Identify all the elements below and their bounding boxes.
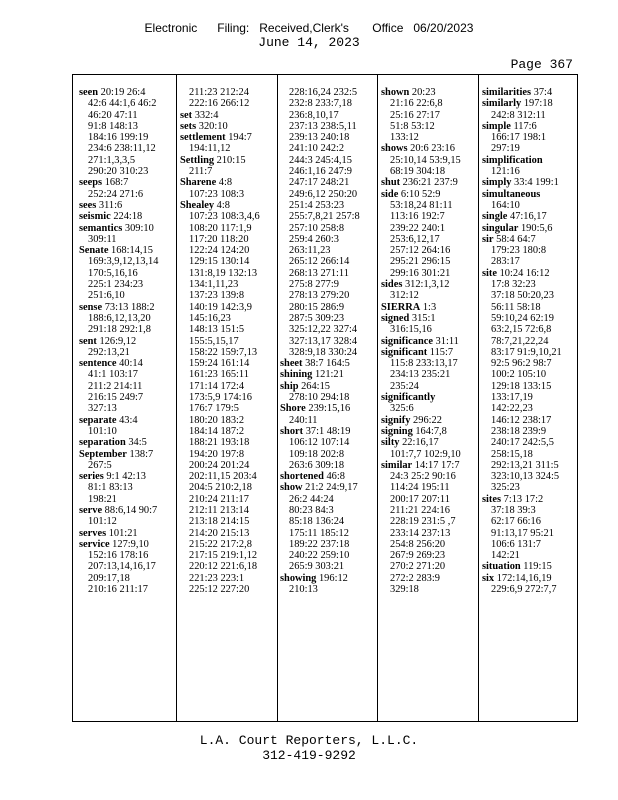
index-page-refs: 210:16 211:17 (88, 584, 148, 596)
index-page-refs: 244:3 245:4,15 (289, 154, 352, 166)
index-page-refs: 252:24 271:6 (88, 188, 144, 200)
index-entry: showing 196:12 (280, 572, 348, 584)
index-entry: sets 320:10 (180, 120, 228, 132)
index-page-refs: 212:11 213:14 (189, 504, 249, 516)
index-page-refs: 91:13,17 95:21 (491, 527, 554, 539)
index-page-refs: 198:21 (88, 493, 117, 505)
index-page-refs: 213:18 214:15 (189, 516, 250, 528)
page-number: Page 367 (510, 57, 573, 72)
index-page-refs: 278:13 279:20 (289, 290, 350, 302)
index-page-refs: 155:5,15,17 (189, 335, 239, 347)
index-entry: shortened 46:8 (280, 471, 345, 483)
index-page-refs: 211:23 212:24 (189, 87, 249, 98)
index-page-refs: 275:8 277:9 (289, 279, 339, 291)
column-divider (478, 75, 479, 721)
index-page-refs: 215:22 217:2,8 (189, 538, 252, 550)
index-page-refs: 238:18 239:9 (491, 425, 547, 437)
index-page-refs: 253:6,12,17 (390, 233, 440, 245)
index-page-refs: 108:20 117:1,9 (189, 222, 252, 234)
index-entry: seeps 168:7 (79, 177, 129, 189)
index-column-4 (381, 87, 475, 707)
index-page-refs: 184:16 199:19 (88, 132, 149, 144)
column-divider (377, 75, 378, 721)
index-page-refs: 204:5 210:2,18 (189, 482, 252, 494)
index-page-refs: 121:16 (491, 166, 520, 178)
index-page-refs: 176:7 179:5 (189, 403, 239, 415)
index-page-refs: 287:5 309:23 (289, 312, 345, 324)
index-page-refs: 53:18,24 81:11 (390, 199, 453, 211)
index-page-refs: 137:23 139:8 (189, 290, 245, 302)
index-page-refs: 280:15 286:9 (289, 301, 345, 313)
index-entry: sentence 40:14 (79, 358, 143, 370)
index-entry: signify 296:22 (381, 414, 442, 426)
index-page-refs: 92:5 96:2 98:7 (491, 358, 552, 370)
index-page-refs: 188:6,12,13,20 (88, 312, 151, 324)
index-entry: short 37:1 48:19 (280, 425, 351, 437)
index-entry: seismic 224:18 (79, 211, 143, 223)
index-page-refs: 211:21 224:16 (390, 504, 450, 516)
index-page-refs: 101:10 (88, 425, 117, 437)
index-page-refs: 142:21 (491, 550, 520, 562)
index-page-refs: 78:7,21,22,24 (491, 335, 549, 347)
index-page-refs: 240:17 242:5,5 (491, 437, 554, 449)
index-page-refs: 272:2 283:9 (390, 572, 440, 584)
filing-stamp: Electronic Filing: Received,Clerk's Office 06/20/2023 (144, 21, 474, 35)
index-page-refs: 131:8,19 132:13 (189, 267, 258, 279)
index-page-refs: 24:3 25:2 90:16 (390, 471, 456, 483)
index-page-refs: 291:18 292:1,8 (88, 324, 151, 336)
index-entry: Shore 239:15,16 (280, 403, 351, 415)
index-entry: set 332:4 (180, 109, 219, 121)
index-page-refs: 299:16 301:21 (390, 267, 451, 279)
index-page-refs: 267:5 (88, 459, 112, 471)
index-page-refs: 257:10 258:8 (289, 222, 345, 234)
index-page-refs: 101:7,7 102:9,10 (390, 448, 461, 460)
index-entry: side 6:10 52:9 (381, 188, 441, 200)
index-page-refs: 209:17,18 (88, 572, 130, 584)
index-page-refs: 17:8 32:23 (491, 279, 536, 291)
index-entry: Settling 210:15 (180, 154, 246, 166)
index-page-refs: 295:21 296:15 (390, 256, 451, 268)
index-entry: semantics 309:10 (79, 222, 154, 234)
index-page-refs: 194:11,12 (189, 143, 231, 155)
index-entry: singular 190:5,6 (482, 222, 553, 234)
index-page-refs: 290:20 310:23 (88, 166, 149, 178)
column-divider (277, 75, 278, 721)
index-page-refs: 115:8 233:13,17 (390, 358, 458, 370)
index-page-refs: 236:8,10,17 (289, 109, 339, 121)
index-page-refs: 233:14 237:13 (390, 527, 451, 539)
index-page-refs: 239:13 240:18 (289, 132, 350, 144)
index-box (72, 74, 578, 722)
index-column-5 (482, 87, 576, 707)
index-page-refs: 107:23 108:3 (189, 188, 245, 200)
index-entry: silty 22:16,17 (381, 437, 439, 449)
index-page-refs: 323:10,13 324:5 (491, 471, 560, 483)
index-page-refs: 117:20 118:20 (189, 233, 249, 245)
index-page-refs: 166:17 198:1 (491, 132, 547, 144)
index-page-refs: 152:16 178:16 (88, 550, 149, 562)
index-page-refs: 221:23 223:1 (189, 572, 245, 584)
index-page-refs: 246:1,16 247:9 (289, 166, 352, 178)
index-entry: significantly (381, 392, 436, 404)
index-page-refs: 258:15,18 (491, 448, 533, 460)
index-page-refs: 235:24 (390, 380, 419, 392)
index-entry: shown 20:23 (381, 87, 436, 98)
index-page-refs: 100:2 105:10 (491, 369, 547, 381)
index-page-refs: 109:18 202:8 (289, 448, 345, 460)
index-page-refs: 228:19 231:5 ,7 (390, 516, 456, 528)
index-column-2 (180, 87, 274, 707)
index-entry: separate 43:4 (79, 414, 138, 426)
index-page-refs: 225:12 227:20 (189, 584, 250, 596)
index-entry: site 10:24 16:12 (482, 267, 550, 279)
index-page-refs: 81:1 83:13 (88, 482, 133, 494)
index-entry: shows 20:6 23:16 (381, 143, 455, 155)
index-page-refs: 240:22 259:10 (289, 550, 350, 562)
index-entry: similarities 37:4 (482, 87, 553, 98)
index-page-refs: 265:9 303:21 (289, 561, 345, 573)
index-entry: significant 115:7 (381, 346, 454, 358)
index-page-refs: 297:19 (491, 143, 520, 155)
index-page-refs: 327:13,17 328:4 (289, 335, 358, 347)
index-entry: situation 119:15 (482, 561, 552, 573)
index-page-refs: 210:13 (289, 584, 318, 596)
index-entry: sides 312:1,3,12 (381, 279, 450, 291)
index-entry: service 127:9,10 (79, 538, 149, 550)
index-page-refs: 220:12 221:6,18 (189, 561, 258, 573)
index-entry: similarly 197:18 (482, 98, 553, 110)
index-page-refs: 51:8 53:12 (390, 120, 435, 132)
index-page-refs: 211:7 (189, 166, 213, 178)
index-page-refs: 292:13,21 311:5 (491, 459, 559, 471)
index-page-refs: 194:20 197:8 (189, 448, 245, 460)
index-entry: sites 7:13 17:2 (482, 493, 544, 505)
index-entry: seen 20:19 26:4 (79, 87, 146, 98)
index-page-refs: 202:11,15 203:4 (189, 471, 257, 483)
index-entry: significance 31:11 (381, 335, 459, 347)
index-entry: similar 14:17 17:7 (381, 459, 460, 471)
index-page-refs: 158:22 159:7,13 (189, 346, 258, 358)
index-entry: sense 73:13 188:2 (79, 301, 155, 313)
index-entry: signed 315:1 (381, 312, 436, 324)
index-page-refs: 175:11 185:12 (289, 527, 349, 539)
index-page-refs: 161:23 165:11 (189, 369, 249, 381)
index-page-refs: 113:16 192:7 (390, 211, 445, 223)
index-page-refs: 142:22,23 (491, 403, 533, 415)
index-page-refs: 239:22 240:1 (390, 222, 446, 234)
index-page-refs: 107:23 108:3,4,6 (189, 211, 260, 223)
index-page-refs: 329:18 (390, 584, 419, 596)
index-page-refs: 225:1 234:23 (88, 279, 144, 291)
index-entry: settlement 194:7 (180, 132, 252, 144)
index-page-refs: 328:9,18 330:24 (289, 346, 358, 358)
index-page-refs: 325:23 (491, 482, 520, 494)
index-entry: simplification (482, 154, 543, 166)
index-page-refs: 41:1 103:17 (88, 369, 138, 381)
index-entry: shut 236:21 237:9 (381, 177, 458, 189)
index-entry: sheet 38:7 164:5 (280, 358, 350, 370)
index-entry: signing 164:7,8 (381, 425, 447, 437)
index-page-refs: 146:12 238:17 (491, 414, 552, 426)
index-page-refs: 189:22 237:18 (289, 538, 350, 550)
index-page-refs: 145:16,23 (189, 312, 231, 324)
index-page-refs: 263:11,23 (289, 245, 331, 257)
index-page-refs: 278:10 294:18 (289, 392, 350, 404)
index-page-refs: 283:17 (491, 256, 520, 268)
footer (0, 733, 618, 763)
index-page-refs: 251:4 253:23 (289, 199, 345, 211)
index-page-refs: 242:8 312:11 (491, 109, 546, 121)
index-page-refs: 148:13 151:5 (189, 324, 245, 336)
index-page-refs: 171:14 172:4 (189, 380, 245, 392)
index-entry: show 21:2 24:9,17 (280, 482, 358, 494)
index-page-refs: 292:13,21 (88, 346, 130, 358)
index-page-refs: 249:6,12 250:20 (289, 188, 358, 200)
index-page-refs: 188:21 193:18 (189, 437, 250, 449)
index-page-refs: 25:10,14 53:9,15 (390, 154, 461, 166)
index-page-refs: 234:13 235:21 (390, 369, 451, 381)
index-page-refs: 217:15 219:1,12 (189, 550, 258, 562)
index-page-refs: 211:2 214:11 (88, 380, 143, 392)
index-page-refs: 129:18 133:15 (491, 380, 552, 392)
index-page-refs: 241:10 242:2 (289, 143, 345, 155)
index-page-refs: 312:12 (390, 290, 419, 302)
index-page-refs: 159:24 161:14 (189, 358, 250, 370)
index-page-refs: 214:20 215:13 (189, 527, 250, 539)
index-page-refs: 170:5,16,16 (88, 267, 138, 279)
index-entry: simply 33:4 199:1 (482, 177, 559, 189)
index-entry: simple 117:6 (482, 120, 537, 132)
index-page-refs: 207:13,14,16,17 (88, 561, 156, 573)
index-page-refs: 83:17 91:9,10,21 (491, 346, 562, 358)
index-entry: series 9:1 42:13 (79, 471, 146, 483)
index-page-refs: 91:8 148:13 (88, 120, 138, 132)
index-page-refs: 210:24 211:17 (189, 493, 249, 505)
index-page-refs: 164:10 (491, 199, 520, 211)
index-entry: sent 126:9,12 (79, 335, 137, 347)
index-page-refs: 133:12 (390, 132, 419, 144)
index-entry: SIERRA 1:3 (381, 301, 437, 313)
index-entry: simultaneous (482, 188, 541, 200)
index-page-refs: 200:24 201:24 (189, 459, 250, 471)
index-entry: Senate 168:14,15 (79, 245, 153, 257)
index-page-refs: 259:4 260:3 (289, 233, 339, 245)
index-entry: shining 121:21 (280, 369, 344, 381)
index-page-refs: 68:19 304:18 (390, 166, 446, 178)
index-page-refs: 237:13 238:5,11 (289, 120, 357, 132)
index-page-refs: 228:16,24 232:5 (289, 87, 358, 98)
index-page-refs: 59:10,24 62:19 (491, 312, 554, 324)
index-page-refs: 222:16 266:12 (189, 98, 250, 110)
index-page-refs: 216:15 249:7 (88, 392, 144, 404)
index-page-refs: 63:2,15 72:6,8 (491, 324, 552, 336)
index-page-refs: 232:8 233:7,18 (289, 98, 352, 110)
index-page-refs: 134:1,11,23 (189, 279, 239, 291)
index-entry: single 47:16,17 (482, 211, 547, 223)
index-page-refs: 263:6 309:18 (289, 459, 345, 471)
court-reporter-name: L.A. Court Reporters, L.L.C. (199, 733, 419, 748)
index-page-refs: 169:3,9,12,13,14 (88, 256, 159, 268)
index-page-refs: 37:18 50:20,23 (491, 290, 554, 302)
index-page-refs: 325:12,22 327:4 (289, 324, 358, 336)
index-page-refs: 229:6,9 272:7,7 (491, 584, 557, 596)
index-page-refs: 268:13 271:11 (289, 267, 349, 279)
index-page-refs: 309:11 (88, 233, 117, 245)
index-page-refs: 247:17 248:21 (289, 177, 350, 189)
index-page-refs: 200:17 207:11 (390, 493, 450, 505)
index-entry: Sharene 4:8 (180, 177, 233, 189)
index-page-refs: 25:16 27:17 (390, 109, 440, 121)
index-page-refs: 251:6,10 (88, 290, 125, 302)
index-page-refs: 180:20 183:2 (189, 414, 245, 426)
index-page-refs: 37:18 39:3 (491, 504, 536, 516)
index-entry: Shealey 4:8 (180, 199, 230, 211)
index-entry: sees 311:6 (79, 199, 123, 211)
index-column-1 (79, 87, 173, 707)
index-page-refs: 56:11 58:18 (491, 301, 541, 313)
index-page-refs: 179:23 180:8 (491, 245, 547, 257)
index-page-refs: 267:9 269:23 (390, 550, 446, 562)
index-page-refs: 140:19 142:3,9 (189, 301, 252, 313)
index-page-refs: 42:6 44:1,6 46:2 (88, 98, 157, 110)
index-page-refs: 62:17 66:16 (491, 516, 541, 528)
index-page-refs: 240:11 (289, 414, 318, 426)
index-column-3 (280, 87, 374, 707)
index-entry: serve 88:6,14 90:7 (79, 504, 158, 516)
index-entry: ship 264:15 (280, 380, 330, 392)
index-page-refs: 129:15 130:14 (189, 256, 250, 268)
index-entry: serves 101:21 (79, 527, 138, 539)
index-page-refs: 316:15,16 (390, 324, 432, 336)
index-page-refs: 327:13 (88, 403, 117, 415)
index-page-refs: 265:12 266:14 (289, 256, 350, 268)
transcript-date: June 14, 2023 (258, 35, 360, 50)
index-page-refs: 173:5,9 174:16 (189, 392, 252, 404)
index-page-refs: 257:12 264:16 (390, 245, 451, 257)
index-page-refs: 271:1,3,3,5 (88, 154, 136, 166)
index-page-refs: 122:24 124:20 (189, 245, 250, 257)
index-page-refs: 184:14 187:2 (189, 425, 245, 437)
index-entry: six 172:14,16,19 (482, 572, 552, 584)
index-page-refs: 80:23 84:3 (289, 504, 334, 516)
index-page-refs: 46:20 47:11 (88, 109, 138, 121)
index-page-refs: 255:7,8,21 257:8 (289, 211, 360, 223)
index-page-refs: 21:16 22:6,8 (390, 98, 443, 110)
index-page-refs: 106:12 107:14 (289, 437, 350, 449)
index-page-refs: 270:2 271:20 (390, 561, 446, 573)
index-page-refs: 106:6 131:7 (491, 538, 541, 550)
column-divider (176, 75, 177, 721)
court-reporter-phone: 312-419-9292 (262, 748, 356, 763)
index-page-refs: 101:12 (88, 516, 117, 528)
index-entry: sir 58:4 64:7 (482, 233, 536, 245)
index-entry: separation 34:5 (79, 437, 147, 449)
index-page-refs: 26:2 44:24 (289, 493, 334, 505)
index-page-refs: 114:24 195:11 (390, 482, 450, 494)
index-page-refs: 325:6 (390, 403, 414, 415)
index-page-refs: 234:6 238:11,12 (88, 143, 156, 155)
index-page-refs: 254:8 256:20 (390, 538, 446, 550)
index-page-refs: 133:17,19 (491, 392, 533, 404)
index-entry: September 138:7 (79, 448, 154, 460)
index-page-refs: 85:18 136:24 (289, 516, 345, 528)
